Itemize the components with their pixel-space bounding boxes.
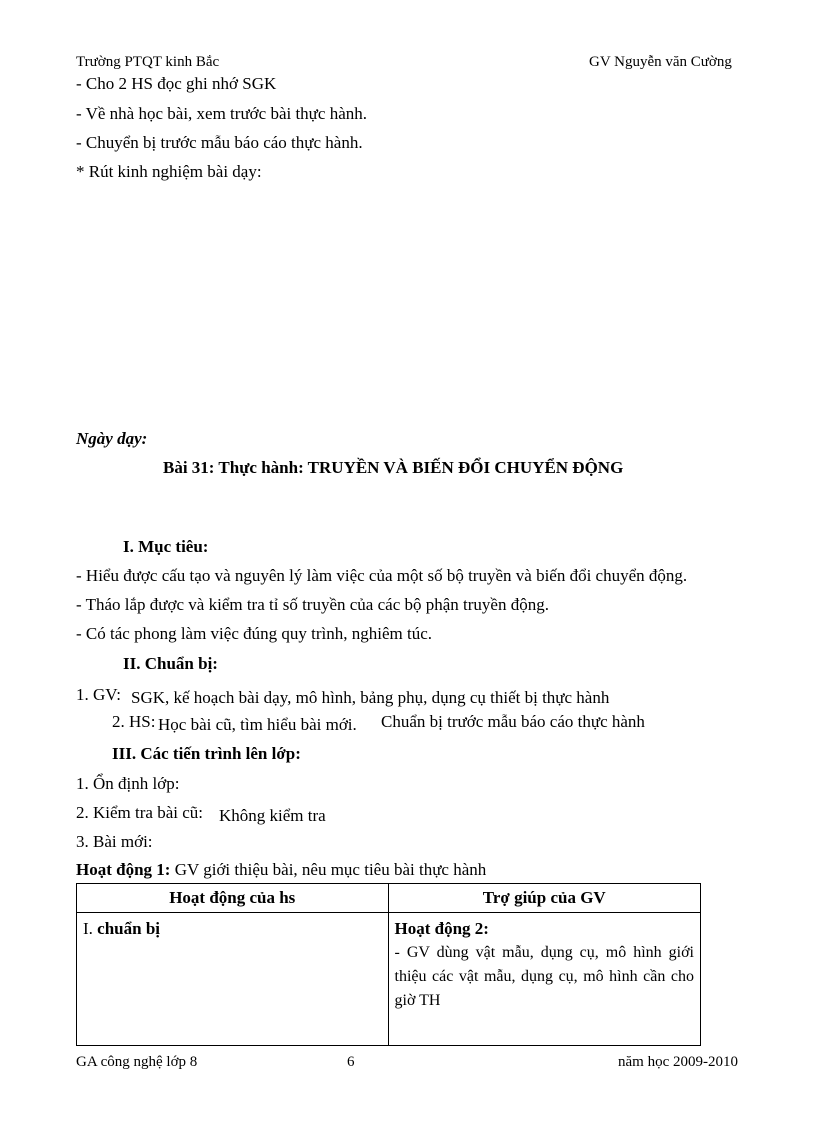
footer-right: năm học 2009-2010 [618,1054,738,1070]
header-school: Trường PTQT kinh Bắc [76,54,220,70]
footer-page-number: 6 [347,1054,355,1070]
lesson-title: Bài 31: Thực hành: TRUYỀN VÀ BIẾN ĐỔI CHUYỂN ĐỘNG [163,458,624,477]
table-header-teacher: Trợ giúp của GV [388,884,701,913]
date-label: Ngày dạy: [76,429,148,448]
intro-line-3: - Chuyển bị trước mẫu báo cáo thực hành. [76,133,363,152]
activity-1-text: GV giới thiệu bài, nêu mục tiêu bài thực hành [174,860,487,879]
objective-1: - Hiểu được cấu tạo và nguyên lý làm việc của một số bộ truyền và biến đổi chuyển động. [76,566,688,585]
objective-3: - Có tác phong làm việc đúng quy trình, nghiêm túc. [76,624,432,643]
intro-line-1: - Cho 2 HS đọc ghi nhớ SGK [76,74,277,93]
objectives-heading: I. Mục tiêu: [123,537,209,556]
procedure-step-2-label: 2. Kiểm tra bài cũ: [76,803,203,822]
intro-line-4: * Rút kinh nghiệm bài dạy: [76,162,262,181]
footer-left: GA công nghệ lớp 8 [76,1054,198,1070]
teacher-cell-text: - GV dùng vật mẫu, dụng cụ, mô hình giới thiệu các vật mẫu, dụng cụ, mô hình cần cho giờ TH [394,944,694,1009]
procedure-heading: III. Các tiến trình lên lớp: [112,744,301,763]
procedure-step-2-value: Không kiểm tra [219,806,326,825]
table-header-row [77,884,701,913]
prep-gv-label: 1. GV: [76,685,122,704]
objective-2: - Tháo lắp được và kiểm tra tỉ số truyền của các bộ phận truyền động. [76,595,549,614]
teacher-cell-title: Hoạt động 2: [394,919,489,938]
preparation-heading: II. Chuẩn bị: [123,654,218,673]
procedure-step-1: 1. Ổn định lớp: [76,774,180,793]
table-row [77,913,701,1046]
header-teacher: GV Nguyễn văn Cường [589,54,732,70]
table-cell-teacher [388,913,701,1046]
activity-table [76,883,701,1046]
student-cell-content [83,919,382,939]
prep-gv-text: SGK, kế hoạch bài dạy, mô hình, bảng phụ, dụng cụ thiết bị thực hành [131,688,610,707]
student-cell-number: I. [83,919,93,938]
activity-1-label: Hoạt động 1: [76,860,171,879]
activity-1-line [76,860,486,880]
table-header-student: Hoạt động của hs [77,884,389,913]
intro-line-2: - Về nhà học bài, xem trước bài thực hành. [76,104,367,123]
prep-hs-text-2: Chuẩn bị trước mẫu báo cáo thực hành [381,712,645,731]
table-cell-student [77,913,389,1046]
prep-hs-label: 2. HS: [112,712,156,731]
prep-hs-text: Học bài cũ, tìm hiểu bài mới. [158,715,357,734]
student-cell-text: chuẩn bị [97,919,161,938]
procedure-step-3: 3. Bài mới: [76,832,153,851]
